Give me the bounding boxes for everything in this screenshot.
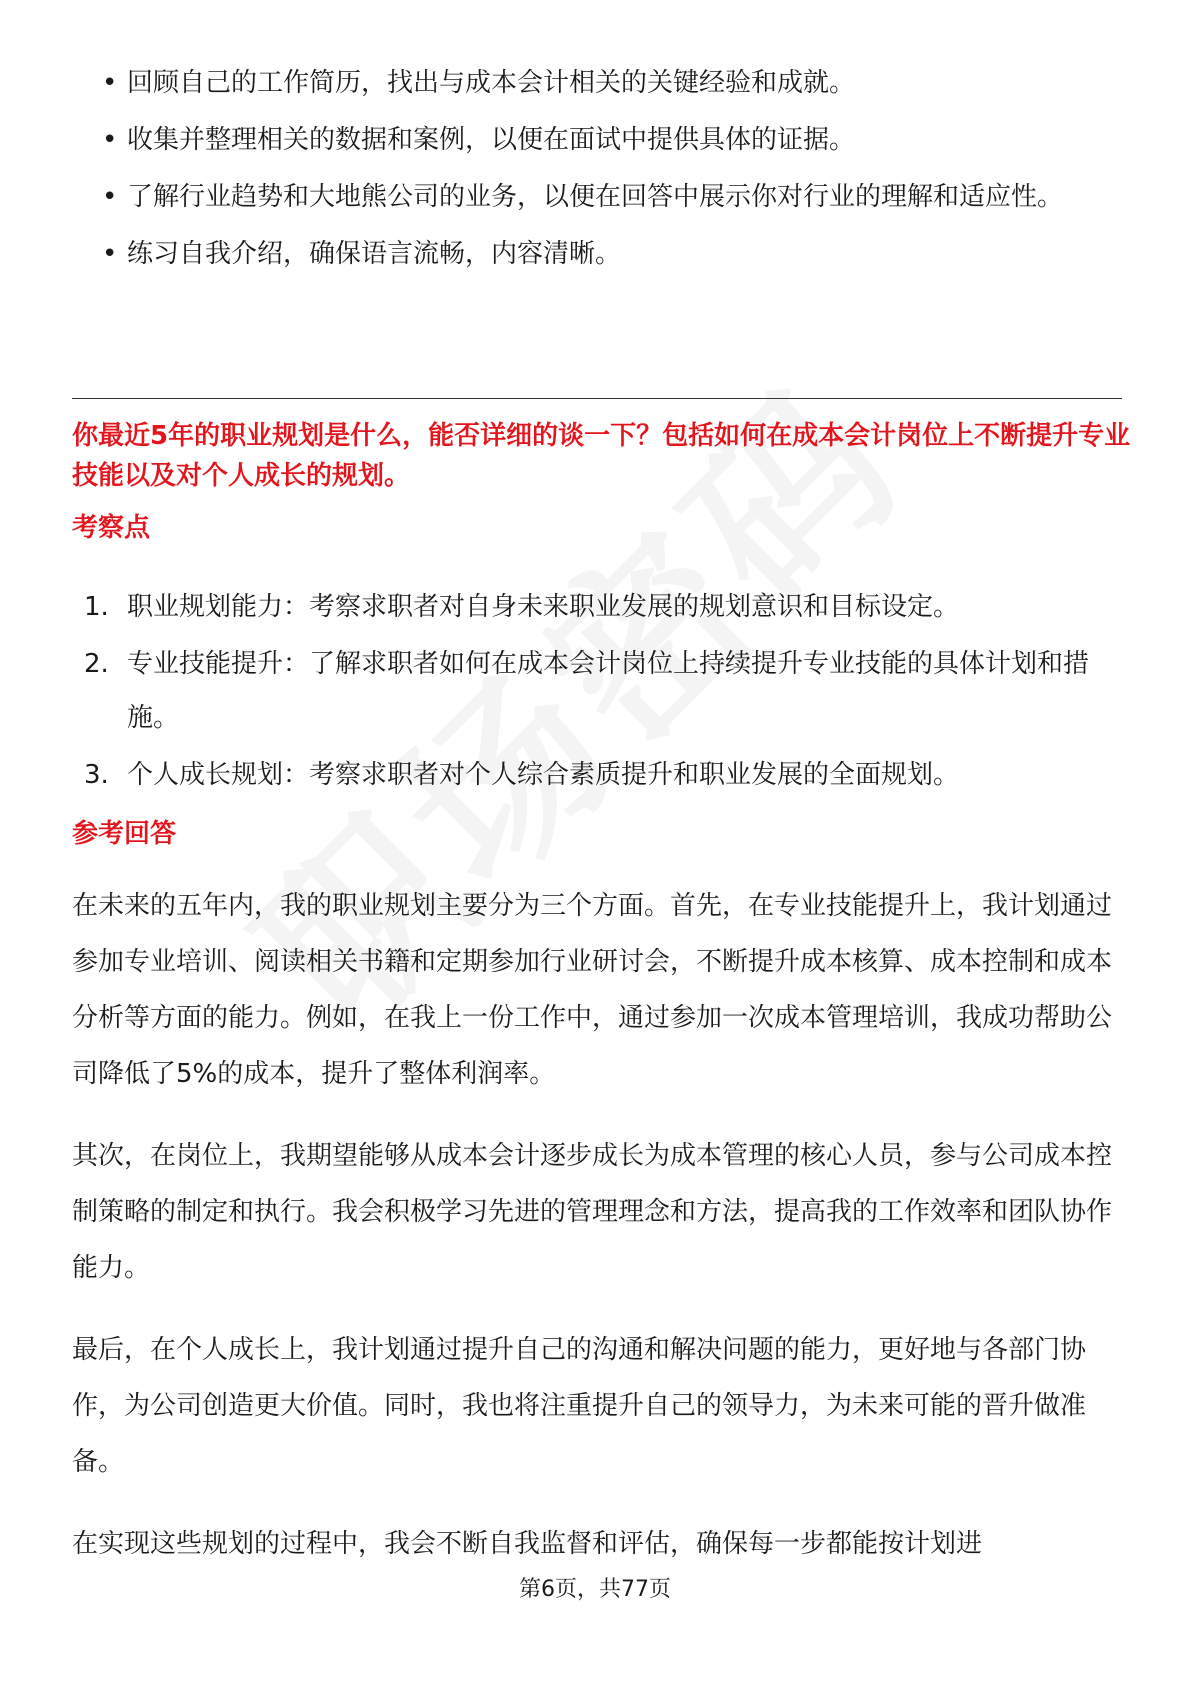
list-item: • 回顾自己的工作简历，找出与成本会计相关的关键经验和成就。: [72, 56, 1122, 110]
list-item: • 收集并整理相关的数据和案例，以便在面试中提供具体的证据。: [72, 113, 1122, 167]
answer-paragraph: 在未来的五年内，我的职业规划主要分为三个方面。首先，在专业技能提升上，我计划通过参加专业培训、阅读相关书籍和定期参加行业研讨会，不断提升成本核算、成本控制和成本分析等方面的能力。例如，在我上一份工作中，通过参加一次成本管理培训，我成功帮助公司降低了5%的成本，提升了整体利润率。: [72, 891, 1113, 1089]
list-item: 1. 职业规划能力：考察求职者对自身未来职业发展的规划意识和目标设定。: [72, 580, 1122, 634]
bullet-icon: •: [102, 68, 118, 98]
answer-paragraph: 在实现这些规划的过程中，我会不断自我监督和评估，确保每一步都能按计划进: [72, 1529, 983, 1559]
section-title-kaocha: 考察点: [72, 513, 151, 543]
list-item: 2. 专业技能提升：了解求职者如何在成本会计岗位上持续提升专业技能的具体计划和措施。: [72, 637, 1122, 745]
list-item: • 了解行业趋势和大地熊公司的业务，以便在回答中展示你对行业的理解和适应性。: [72, 170, 1122, 224]
list-number: 3.: [84, 760, 109, 790]
bullet-icon: •: [102, 239, 118, 269]
assessment-points-list: [72, 580, 1122, 805]
section-title-answer: 参考回答: [72, 819, 177, 849]
bullet-icon: •: [102, 182, 118, 212]
question-heading: 你最近5年的职业规划是什么，能否详细的谈一下？包括如何在成本会计岗位上不断提升专业技能以及对个人成长的规划。: [72, 421, 1131, 491]
list-number: 2.: [84, 649, 109, 679]
list-item: • 练习自我介绍，确保语言流畅，内容清晰。: [72, 227, 1122, 281]
answer-paragraph: 其次，在岗位上，我期望能够从成本会计逐步成长为成本管理的核心人员，参与公司成本控制策略的制定和执行。我会积极学习先进的管理理念和方法，提高我的工作效率和团队协作能力。: [72, 1141, 1113, 1283]
list-number: 1.: [84, 592, 109, 622]
bullet-icon: •: [102, 125, 118, 155]
tips-list: [72, 56, 1122, 284]
list-item: 3. 个人成长规划：考察求职者对个人综合素质提升和职业发展的全面规划。: [72, 748, 1122, 802]
answer-paragraph: 最后，在个人成长上，我计划通过提升自己的沟通和解决问题的能力，更好地与各部门协作，为公司创造更大价值。同时，我也将注重提升自己的领导力，为未来可能的晋升做准备。: [72, 1335, 1087, 1477]
divider: [72, 398, 1122, 399]
page-number: 第6页，共77页: [519, 1577, 671, 1602]
